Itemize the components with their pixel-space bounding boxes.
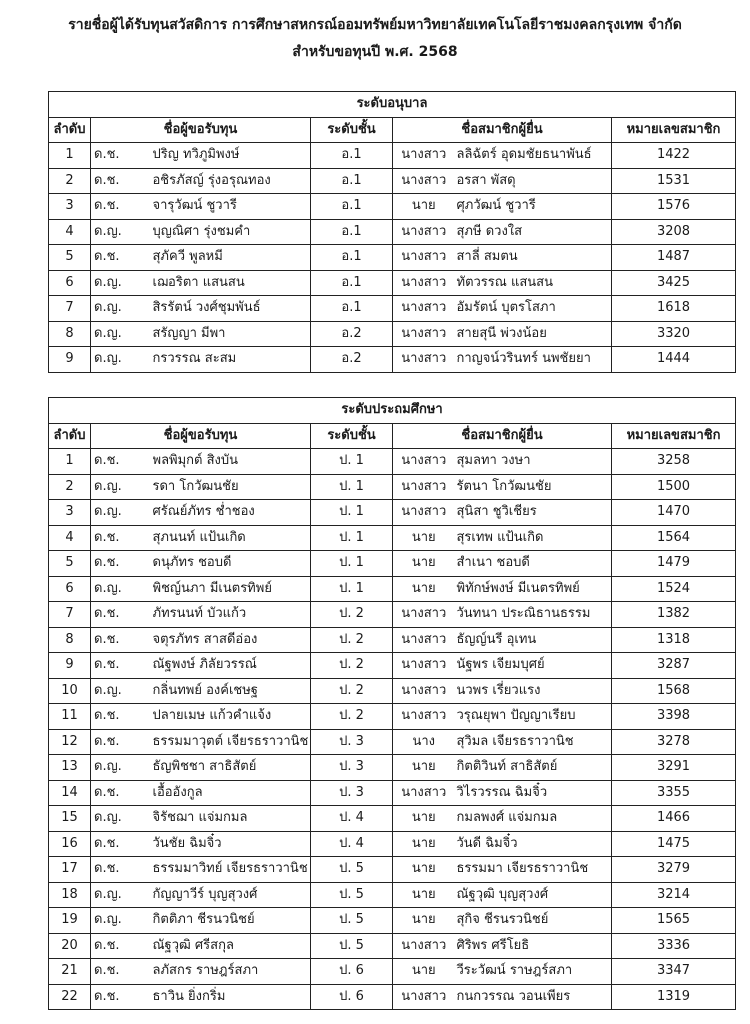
grade: อ.2 (311, 321, 393, 347)
member-name: กนกวรรณ วอนเพียร (455, 984, 612, 1010)
member-no: 1479 (612, 551, 736, 577)
member-name: กิตติวินท์ สาธิสัตย์ (455, 755, 612, 781)
table-row (49, 245, 736, 271)
table-row (49, 551, 736, 577)
recipient-prefix: ด.ญ. (91, 474, 153, 500)
table-row (49, 908, 736, 934)
row-no: 15 (49, 806, 91, 832)
member-name: พิทักษ์พงษ์ มีเนตรทิพย์ (455, 576, 612, 602)
recipient-prefix: ด.ญ. (91, 270, 153, 296)
recipient-prefix: ด.ญ. (91, 908, 153, 934)
grade: ป. 5 (311, 882, 393, 908)
row-no: 8 (49, 627, 91, 653)
recipient-name: ลภัสกร ราษฎร์สภา (153, 959, 311, 985)
row-no: 3 (49, 194, 91, 220)
member-prefix: นางสาว (393, 270, 455, 296)
recipient-name: ธัญพิชชา สาธิสัตย์ (153, 755, 311, 781)
recipient-name: พลพิมุกต์ สิงบัน (153, 449, 311, 475)
recipient-prefix: ด.ช. (91, 857, 153, 883)
document-subtitle: สำหรับขอทุนปี พ.ศ. 2568 (292, 44, 458, 60)
row-no: 8 (49, 321, 91, 347)
member-name: กาญจน์วรินทร์ นพชัยยา (455, 347, 612, 373)
recipient-name: สุภัควี พูลหมี (153, 245, 311, 271)
member-name: สุกิจ ชีรนรวนิชย์ (455, 908, 612, 934)
member-name: สายสุนี พ่วงน้อย (455, 321, 612, 347)
member-name: วีระวัฒน์ ราษฎร์สภา (455, 959, 612, 985)
member-prefix: นาย (393, 194, 455, 220)
member-no: 1565 (612, 908, 736, 934)
recipient-name: สิรรัตน์ วงศ์ชุมพันธ์ (153, 296, 311, 322)
member-name: สำเนา ชอบดี (455, 551, 612, 577)
recipient-prefix: ด.ช. (91, 653, 153, 679)
table-row (49, 525, 736, 551)
recipient-name: ปลายเมษ แก้วคำแจ้ง (153, 704, 311, 730)
member-no: 1564 (612, 525, 736, 551)
member-prefix: นางสาว (393, 627, 455, 653)
recipient-prefix: ด.ช. (91, 729, 153, 755)
member-name: รัตนา โกวัฒนชัย (455, 474, 612, 500)
member-name: ทัตวรรณ แสนสน (455, 270, 612, 296)
grade: ป. 4 (311, 831, 393, 857)
member-no: 3278 (612, 729, 736, 755)
member-no: 1466 (612, 806, 736, 832)
header-row (49, 117, 736, 143)
recipient-prefix: ด.ญ. (91, 882, 153, 908)
member-prefix: นางสาว (393, 449, 455, 475)
table-row (49, 168, 736, 194)
recipient-prefix: ด.ช. (91, 143, 153, 169)
member-no: 3287 (612, 653, 736, 679)
row-no: 17 (49, 857, 91, 883)
header-member: ชื่อสมาชิกผู้ยื่น (393, 423, 612, 449)
grade: ป. 1 (311, 525, 393, 551)
row-no: 14 (49, 780, 91, 806)
table-row (49, 780, 736, 806)
member-name: สุรเทพ แป้นเกิด (455, 525, 612, 551)
recipient-name: วันชัย ฉิมจิ๋ว (153, 831, 311, 857)
grade: ป. 6 (311, 984, 393, 1010)
member-name: ศิริพร ศรีโยธิ (455, 933, 612, 959)
member-no: 3208 (612, 219, 736, 245)
section-title: ระดับประถมศึกษา (49, 398, 736, 424)
member-name: สุนิสา ชูวิเชียร (455, 500, 612, 526)
table-row (49, 984, 736, 1010)
table-row (49, 219, 736, 245)
member-name: นัฐพร เจียมบุศย์ (455, 653, 612, 679)
table-row (49, 321, 736, 347)
table-row (49, 882, 736, 908)
row-no: 1 (49, 143, 91, 169)
table-row (49, 296, 736, 322)
member-prefix: นาย (393, 755, 455, 781)
recipient-prefix: ด.ญ. (91, 500, 153, 526)
recipient-name: อชิรภัสญ์ รุ่งอรุณทอง (153, 168, 311, 194)
header-recipient: ชื่อผู้ขอรับทุน (91, 117, 311, 143)
member-name: สุมลทา วงษา (455, 449, 612, 475)
recipient-name: ภัทรนนท์ บัวแก้ว (153, 602, 311, 628)
table-row (49, 806, 736, 832)
member-name: สาลี่ สมตน (455, 245, 612, 271)
member-prefix: นางสาว (393, 474, 455, 500)
member-no: 3425 (612, 270, 736, 296)
table-row (49, 500, 736, 526)
recipient-name: ณัฐพงษ์ ภิลัยวรรณ์ (153, 653, 311, 679)
row-no: 9 (49, 653, 91, 679)
grade: ป. 3 (311, 755, 393, 781)
member-no: 1524 (612, 576, 736, 602)
recipient-name: เอื้ออังกูล (153, 780, 311, 806)
member-no: 1568 (612, 678, 736, 704)
member-name: กมลพงศ์ แจ่มกมล (455, 806, 612, 832)
grade: อ.1 (311, 270, 393, 296)
member-no: 1618 (612, 296, 736, 322)
table-row (49, 270, 736, 296)
table-row (49, 755, 736, 781)
recipient-prefix: ด.ช. (91, 602, 153, 628)
member-no: 1475 (612, 831, 736, 857)
recipient-prefix: ด.ช. (91, 704, 153, 730)
member-name: สุวิมล เจียรธราวานิช (455, 729, 612, 755)
table-row (49, 627, 736, 653)
member-no: 1318 (612, 627, 736, 653)
member-prefix: นางสาว (393, 500, 455, 526)
recipient-prefix: ด.ช. (91, 551, 153, 577)
grade: ป. 1 (311, 474, 393, 500)
recipient-prefix: ด.ญ. (91, 755, 153, 781)
member-prefix: นาย (393, 857, 455, 883)
recipient-prefix: ด.ช. (91, 933, 153, 959)
row-no: 3 (49, 500, 91, 526)
table-row (49, 449, 736, 475)
section-title-row (49, 92, 736, 118)
member-no: 1576 (612, 194, 736, 220)
recipient-name: ดนุภัทร ชอบดี (153, 551, 311, 577)
table-row (49, 678, 736, 704)
row-no: 20 (49, 933, 91, 959)
member-no: 1531 (612, 168, 736, 194)
recipient-prefix: ด.ญ. (91, 806, 153, 832)
member-no: 1319 (612, 984, 736, 1010)
recipient-name: รดา โกวัฒนชัย (153, 474, 311, 500)
row-no: 6 (49, 270, 91, 296)
member-prefix: นาย (393, 882, 455, 908)
member-no: 1382 (612, 602, 736, 628)
member-no: 3336 (612, 933, 736, 959)
row-no: 12 (49, 729, 91, 755)
table-row (49, 602, 736, 628)
table-row (49, 576, 736, 602)
primary-table (48, 397, 736, 1010)
row-no: 5 (49, 245, 91, 271)
recipient-name: ปริญ ทวิภูมิพงษ์ (153, 143, 311, 169)
row-no: 7 (49, 296, 91, 322)
header-member-no: หมายเลขสมาชิก (612, 117, 736, 143)
member-prefix: นางสาว (393, 143, 455, 169)
grade: อ.1 (311, 219, 393, 245)
recipient-prefix: ด.ญ. (91, 347, 153, 373)
member-prefix: นาย (393, 525, 455, 551)
recipient-name: สุภนนท์ แป้นเกิด (153, 525, 311, 551)
row-no: 2 (49, 474, 91, 500)
row-no: 13 (49, 755, 91, 781)
row-no: 16 (49, 831, 91, 857)
table-row (49, 729, 736, 755)
member-prefix: นางสาว (393, 678, 455, 704)
member-prefix: นางสาว (393, 602, 455, 628)
grade: อ.1 (311, 296, 393, 322)
recipient-name: ศรัณย์ภัทร ช่ำชอง (153, 500, 311, 526)
member-name: วรุณยุพา ปัญญาเรียบ (455, 704, 612, 730)
grade: อ.1 (311, 245, 393, 271)
recipient-prefix: ด.ช. (91, 194, 153, 220)
recipient-name: ธรรมมาวุตต์ เจียรธราวานิช (153, 729, 311, 755)
section-title: ระดับอนุบาล (49, 92, 736, 118)
row-no: 2 (49, 168, 91, 194)
member-prefix: นางสาว (393, 168, 455, 194)
table-row (49, 474, 736, 500)
recipient-prefix: ด.ช. (91, 984, 153, 1010)
row-no: 18 (49, 882, 91, 908)
recipient-prefix: ด.ช. (91, 780, 153, 806)
row-no: 21 (49, 959, 91, 985)
member-name: วันทนา ประณิธานธรรม (455, 602, 612, 628)
member-no: 1500 (612, 474, 736, 500)
member-no: 3320 (612, 321, 736, 347)
row-no: 4 (49, 525, 91, 551)
table-row (49, 143, 736, 169)
member-prefix: นาย (393, 551, 455, 577)
member-name: สุภษี ดวงใส (455, 219, 612, 245)
recipient-name: กลิ่นทพย์ องค์เชษฐ (153, 678, 311, 704)
recipient-name: บุญณิศา รุ่งชมคำ (153, 219, 311, 245)
grade: อ.2 (311, 347, 393, 373)
member-name: ณัฐวุฒิ บุญสุวงศ์ (455, 882, 612, 908)
table-row (49, 959, 736, 985)
member-prefix: นาย (393, 576, 455, 602)
member-no: 3279 (612, 857, 736, 883)
member-prefix: นางสาว (393, 780, 455, 806)
member-name: อัมรัตน์ บุตรโสภา (455, 296, 612, 322)
grade: อ.1 (311, 194, 393, 220)
recipient-prefix: ด.ช. (91, 831, 153, 857)
recipient-prefix: ด.ช. (91, 959, 153, 985)
row-no: 6 (49, 576, 91, 602)
member-no: 1470 (612, 500, 736, 526)
grade: ป. 5 (311, 857, 393, 883)
member-prefix: นาย (393, 959, 455, 985)
member-prefix: นาง (393, 729, 455, 755)
header-no: ลำดับ (49, 423, 91, 449)
kindergarten-table (48, 91, 736, 373)
recipient-name: สรัญญา มีพา (153, 321, 311, 347)
header-grade: ระดับชั้น (311, 423, 393, 449)
member-name: วันดี ฉิมจิ๋ว (455, 831, 612, 857)
recipient-name: ณัฐวุฒิ ศรีสกุล (153, 933, 311, 959)
member-prefix: นาย (393, 908, 455, 934)
recipient-name: กิตติภา ชีรนวนิชย์ (153, 908, 311, 934)
member-no: 3398 (612, 704, 736, 730)
table-row (49, 831, 736, 857)
row-no: 10 (49, 678, 91, 704)
member-no: 3291 (612, 755, 736, 781)
grade: ป. 2 (311, 653, 393, 679)
grade: ป. 2 (311, 602, 393, 628)
member-name: นวพร เรี่ยวแรง (455, 678, 612, 704)
member-name: ศุภวัฒน์ ชูวารี (455, 194, 612, 220)
table-row (49, 194, 736, 220)
member-prefix: นางสาว (393, 219, 455, 245)
member-prefix: นาย (393, 806, 455, 832)
grade: ป. 4 (311, 806, 393, 832)
recipient-name: พิชญ์นภา มีเนตรทิพย์ (153, 576, 311, 602)
recipient-name: เฌอริตา แสนสน (153, 270, 311, 296)
member-name: ธัญญ์นรี อุเทน (455, 627, 612, 653)
member-no: 3355 (612, 780, 736, 806)
row-no: 22 (49, 984, 91, 1010)
table-row (49, 704, 736, 730)
row-no: 4 (49, 219, 91, 245)
recipient-prefix: ด.ช. (91, 449, 153, 475)
row-no: 11 (49, 704, 91, 730)
header-no: ลำดับ (49, 117, 91, 143)
grade: ป. 3 (311, 780, 393, 806)
grade: ป. 2 (311, 704, 393, 730)
recipient-name: กรวรรณ สะสม (153, 347, 311, 373)
recipient-prefix: ด.ญ. (91, 296, 153, 322)
recipient-prefix: ด.ญ. (91, 678, 153, 704)
member-no: 1487 (612, 245, 736, 271)
recipient-prefix: ด.ช. (91, 245, 153, 271)
recipient-name: จตุรภัทร สาสดีอ่อง (153, 627, 311, 653)
grade: อ.1 (311, 143, 393, 169)
grade: ป. 1 (311, 449, 393, 475)
member-prefix: นางสาว (393, 347, 455, 373)
grade: ป. 1 (311, 576, 393, 602)
row-no: 5 (49, 551, 91, 577)
grade: ป. 2 (311, 678, 393, 704)
recipient-prefix: ด.ญ. (91, 219, 153, 245)
document-title: รายชื่อผู้ได้รับทุนสวัสดิการ การศึกษาสหกรณ์ออมทรัพย์มหาวิทยาลัยเทคโนโลยีราชมงคลกรุงเทพ จำกัด (68, 17, 682, 33)
member-prefix: นางสาว (393, 245, 455, 271)
grade: ป. 1 (311, 551, 393, 577)
member-no: 3214 (612, 882, 736, 908)
member-no: 1422 (612, 143, 736, 169)
member-name: วิไรวรรณ ฉิมจิ๋ว (455, 780, 612, 806)
recipient-prefix: ด.ช. (91, 627, 153, 653)
grade: ป. 5 (311, 933, 393, 959)
member-name: ธรรมมา เจียรธราวานิช (455, 857, 612, 883)
table-row (49, 933, 736, 959)
recipient-name: ธาวิน ยิ่งกริ่ม (153, 984, 311, 1010)
member-no: 1444 (612, 347, 736, 373)
header-grade: ระดับชั้น (311, 117, 393, 143)
grade: ป. 2 (311, 627, 393, 653)
member-prefix: นางสาว (393, 704, 455, 730)
recipient-prefix: ด.ญ. (91, 321, 153, 347)
row-no: 19 (49, 908, 91, 934)
member-prefix: นางสาว (393, 984, 455, 1010)
member-no: 3347 (612, 959, 736, 985)
member-prefix: นางสาว (393, 933, 455, 959)
header-recipient: ชื่อผู้ขอรับทุน (91, 423, 311, 449)
recipient-name: ธรรมมาวิทย์ เจียรธราวานิช (153, 857, 311, 883)
section-title-row (49, 398, 736, 424)
row-no: 1 (49, 449, 91, 475)
grade: ป. 5 (311, 908, 393, 934)
header-member-no: หมายเลขสมาชิก (612, 423, 736, 449)
member-name: ลลิฉัตร์ อุดมชัยธนาพันธ์ (455, 143, 612, 169)
member-prefix: นางสาว (393, 296, 455, 322)
table-row (49, 653, 736, 679)
recipient-name: จิรัชฌา แจ่มกมล (153, 806, 311, 832)
row-no: 7 (49, 602, 91, 628)
member-no: 3258 (612, 449, 736, 475)
member-prefix: นางสาว (393, 321, 455, 347)
grade: อ.1 (311, 168, 393, 194)
grade: ป. 1 (311, 500, 393, 526)
table-row (49, 857, 736, 883)
member-prefix: นางสาว (393, 653, 455, 679)
recipient-name: จารุวัฒน์ ชูวารี (153, 194, 311, 220)
member-name: อรสา พัสดุ (455, 168, 612, 194)
member-prefix: นาย (393, 831, 455, 857)
header-row (49, 423, 736, 449)
table-row (49, 347, 736, 373)
recipient-prefix: ด.ช. (91, 168, 153, 194)
grade: ป. 3 (311, 729, 393, 755)
recipient-name: กัญญาวีร์ บุญสุวงศ์ (153, 882, 311, 908)
row-no: 9 (49, 347, 91, 373)
header-member: ชื่อสมาชิกผู้ยื่น (393, 117, 612, 143)
recipient-prefix: ด.ญ. (91, 576, 153, 602)
grade: ป. 6 (311, 959, 393, 985)
recipient-prefix: ด.ช. (91, 525, 153, 551)
